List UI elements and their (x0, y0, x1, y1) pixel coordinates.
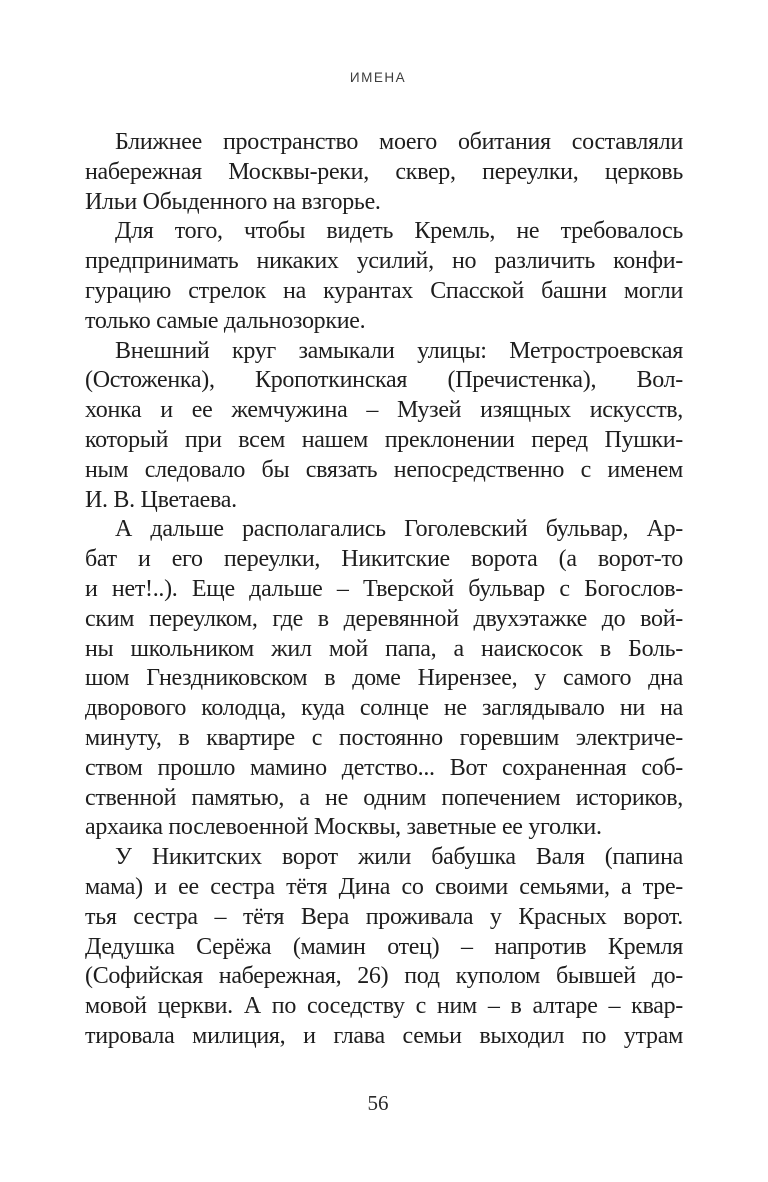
text-line: У Никитских ворот жили бабушка Валя (папина (115, 844, 683, 871)
text-line: И. В. Цветаева. (85, 486, 237, 513)
text-line: Ближнее пространство моего обитания составляли (115, 129, 683, 155)
text-line: ны школьником жил мой папа, а наискосок в Боль- (85, 635, 683, 662)
text-line: только самые дальнозоркие. (85, 307, 366, 334)
text-line: ским переулком, где в деревянной двухэтажке до вой- (85, 605, 683, 632)
text-line: тировала милиция, и глава семьи выходил по утрам (85, 1022, 683, 1049)
text-line: (Софийская набережная, 26) под куполом бывшей до- (85, 963, 683, 990)
paragraph (85, 515, 683, 843)
text-line: Дедушка Серёжа (мамин отец) – напротив Кремля (85, 933, 683, 960)
text-line: Внешний круг замыкали улицы: Метростроевская (115, 337, 683, 364)
text-line: А дальше располагались Гоголевский бульвар, Ар- (115, 516, 683, 543)
paragraph (85, 337, 683, 516)
text-line: минуту, в квартире с постоянно горевшим электриче- (85, 724, 683, 751)
page-number: 56 (367, 1091, 389, 1115)
text-line: мама) и ее сестра тётя Дина со своими семьями, а тре- (85, 873, 683, 900)
paragraph (85, 843, 683, 1052)
text-line: и нет!..). Еще дальше – Тверской бульвар с Богослов- (85, 575, 683, 602)
text-line: (Остоженка), Кропоткинская (Пречистенка), Вол- (85, 367, 683, 394)
text-line: набережная Москвы-реки, сквер, переулки, церковь (85, 158, 683, 185)
text-line: архаика послевоенной Москвы, заветные ее уголки. (85, 814, 602, 841)
text-line: хонка и ее жемчужина – Музей изящных искусств, (85, 397, 683, 424)
text-line: шом Гнездниковском в доме Нирензее, у самого дна (85, 665, 683, 692)
text-line: Ильи Обыденного на взгорье. (85, 188, 381, 215)
text-line: гурацию стрелок на курантах Спасской башни могли (85, 277, 683, 304)
text-line: бат и его переулки, Никитские ворота (а ворот-то (85, 546, 683, 573)
text-line: Для того, чтобы видеть Кремль, не требовалось (115, 218, 683, 245)
paragraph (85, 217, 683, 336)
text-line: ным следовало бы связать непосредственно с именем (85, 456, 683, 483)
text-line: ством прошло мамино детство... Вот сохраненная соб- (85, 754, 683, 781)
paragraph (85, 128, 683, 217)
text-line: мовой церкви. А по соседству с ним – в алтаре – квар- (85, 993, 683, 1020)
text-line: который при всем нашем преклонении перед Пушки- (85, 426, 683, 453)
text-line: тья сестра – тётя Вера проживала у Красных ворот. (85, 903, 683, 930)
text-line: дворового колодца, куда солнце не заглядывало ни на (85, 695, 683, 722)
running-head: ИМЕНА (349, 70, 407, 85)
text-line: предпринимать никаких усилий, но различить конфи- (85, 248, 683, 275)
text-line: ственной памятью, а не одним попечением историков, (85, 784, 683, 811)
body-text (85, 128, 683, 1052)
